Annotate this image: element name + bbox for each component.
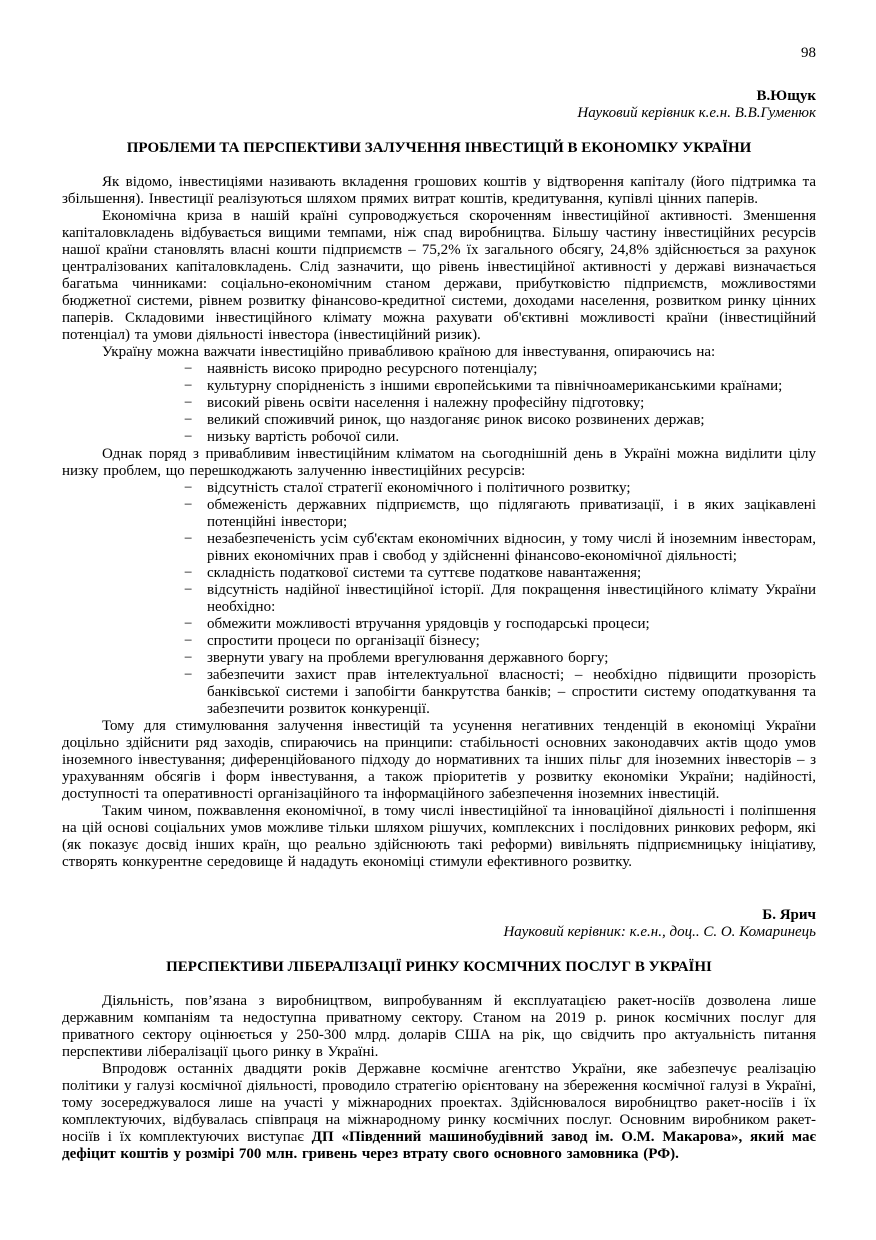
article2-title: ПЕРСПЕКТИВИ ЛІБЕРАЛІЗАЦІЇ РИНКУ КОСМІЧНИХ ПОСЛУГ В УКРАЇНІ	[166, 959, 712, 975]
article1-paragraph-5: Тому для стимулювання залучення інвестицій та усунення негативних тенденцій в економіці України доцільно здійснити ряд заходів, спираючись на принципи: стабільності основних законодавчих актів щодо умов іноземного інвестування; диференційованого підходу до нормативних та інших пільг для іноземних інвесторів – з урахуванням обсягів і форм інвестування, а також пріоритетів у розвитку економіки України; надійності, доступності та оперативності організаційного та інформаційного забезпечення іноземних інвестицій.	[62, 718, 816, 802]
article2-paragraph-2	[62, 1061, 816, 1163]
list-item: − спростити процеси по організації бізнесу;	[207, 633, 816, 650]
article2-paragraph-2-text: Впродовж останніх двадцяти років Державне космічне агентство України, яке забезпечує реалізацію політики у галузі космічної діяльності, проводило стратегію орієнтовану на збереження космічної галузі в Україні, тому зосереджувалося лише на участі у міжнародних проектах. Здійснювалося виробництво ракет-носіїв і їх комплектуючих, відбувалась співпраця на міжнародному ринку космічних послуг. Основним виробником ракет-носіїв і їх комплектуючих виступає	[62, 1061, 816, 1145]
article1-title: ПРОБЛЕМИ ТА ПЕРСПЕКТИВИ ЗАЛУЧЕННЯ ІНВЕСТИЦІЙ В ЕКОНОМІКУ УКРАЇНИ	[126, 140, 752, 156]
list-item: − забезпечити захист прав інтелектуальної власності; – необхідно підвищити прозорість банківської системи і запобігти банкрутства банків; – спростити систему оподаткування та забезпечити розвиток конкуренції.	[207, 667, 816, 718]
list-item: − низьку вартість робочої сили.	[207, 429, 816, 446]
list-item: − обмежити можливості втручання урядовців у господарські процеси;	[207, 616, 816, 633]
article1-paragraph-4: Однак поряд з привабливим інвестиційним кліматом на сьогоднішній день в Україні можна виділити цілу низку проблем, що перешкоджають залученню інвестиційних ресурсів:	[62, 446, 816, 479]
list-item: − великий споживчий ринок, що наздоганяє ринок високо розвинених держав;	[207, 412, 816, 429]
article2-supervisor: Науковий керівник: к.е.н., доц.. С. О. Комаринець	[503, 924, 816, 940]
list-item: − культурну спорідненість з іншими європейськими та північноамериканськими країнами;	[207, 378, 816, 395]
article1-paragraph-1: Як відомо, інвестиціями називають вкладення грошових коштів у відтворення капіталу (його підтримка та збільшення). Інвестиції реалізуються шляхом прямих витрат коштів, кредитування, купівлі цінних паперів.	[62, 174, 816, 207]
list-item: − звернути увагу на проблеми врегулювання державного боргу;	[207, 650, 816, 667]
article1-problems-list	[62, 480, 816, 718]
article2-byline	[62, 907, 816, 941]
article1-paragraph-3: Україну можна важчати інвестиційно привабливою країною для інвестування, опираючись на:	[102, 344, 716, 360]
article-2	[62, 907, 816, 1163]
article1-paragraph-2: Економічна криза в нашій країні супроводжується скороченням інвестиційної активності. Зменшення капіталовкладень відбувається вищими темпами, ніж спад виробництва. Більшу частину інвестиційних ресурсів нашої країни становлять власні кошти підприємств – 75,2% їх загального обсягу, 24,8% здійснюється за рахунок централізованих капіталовкладень. Слід зазначити, що рівень інвестиційної активності у державі визначається багатьма чинниками: соціально-економічним станом держави, прибутковістю підприємств, можливостями бюджетної системи, рівнем розвитку фінансово-кредитної системи, доходами населення, розвитком ринку цінних паперів. Складовими інвестиційного клімату можна рахувати об'єктивні можливості країни (інвестиційний потенціал) та умови діяльності інвестора (інвестиційний ризик).	[62, 208, 816, 343]
list-item: − незабезпеченість усім суб'єктам економічних відносин, у тому числі й іноземним інвесторам, рівних економічних прав і свобод у здійсненні фінансово-економічної діяльності;	[207, 531, 816, 565]
article2-paragraph-2-bold-text: ДП «Південний машинобудівний завод ім. О.М. Макарова», який має дефіцит коштів у розмірі 700 млн. гривень через втрату свого основного замовника (РФ).	[62, 1129, 816, 1162]
list-item: − складність податкової системи та суттєве податкове навантаження;	[207, 565, 816, 582]
article2-paragraph-1: Діяльність, пов’язана з виробництвом, випробуванням й експлуатацією ракет-носіїв дозволена лише державним компаніям та недоступна приватному сектору. Станом на 2019 р. ринок космічних послуг для приватного сектору оцінюється у 250-300 млрд. доларів США на рік, що свідчить про актуальність питання перспективи лібералізації цього ринку в Україні.	[62, 993, 816, 1060]
list-item: − відсутність надійної інвестиційної історії. Для покращення інвестиційного клімату України необхідно:	[207, 582, 816, 616]
article-1	[62, 88, 816, 871]
page-number: 98	[801, 45, 816, 61]
article1-paragraph-6: Таким чином, пожвавлення економічної, в тому числі інвестиційної та інноваційної діяльності і поліпшення на цій основі соціальних умов можливе тільки шляхом рішучих, комплексних і послідовних ринкових реформ, які (як показує досвід інших країн, що реально здійснюють такі реформи) вивільнять підприємницьку ініціативу, створять конкурентне середовище й нададуть економіці стимули ефективного розвитку.	[62, 803, 816, 870]
article1-author: В.Ющук	[756, 88, 816, 104]
list-item: − відсутність сталої стратегії економічного і політичного розвитку;	[207, 480, 816, 497]
list-item: − обмеженість державних підприємств, що підлягають приватизації, і в яких зацікавлені потенційні інвестори;	[207, 497, 816, 531]
article2-author: Б. Ярич	[762, 907, 816, 923]
article1-advantages-list	[62, 361, 816, 446]
article1-byline	[62, 88, 816, 122]
list-item: − високий рівень освіти населення і належну професійну підготовку;	[207, 395, 816, 412]
list-item: − наявність високо природно ресурсного потенціалу;	[207, 361, 816, 378]
article1-supervisor: Науковий керівник к.е.н. В.В.Гуменюк	[577, 105, 816, 121]
